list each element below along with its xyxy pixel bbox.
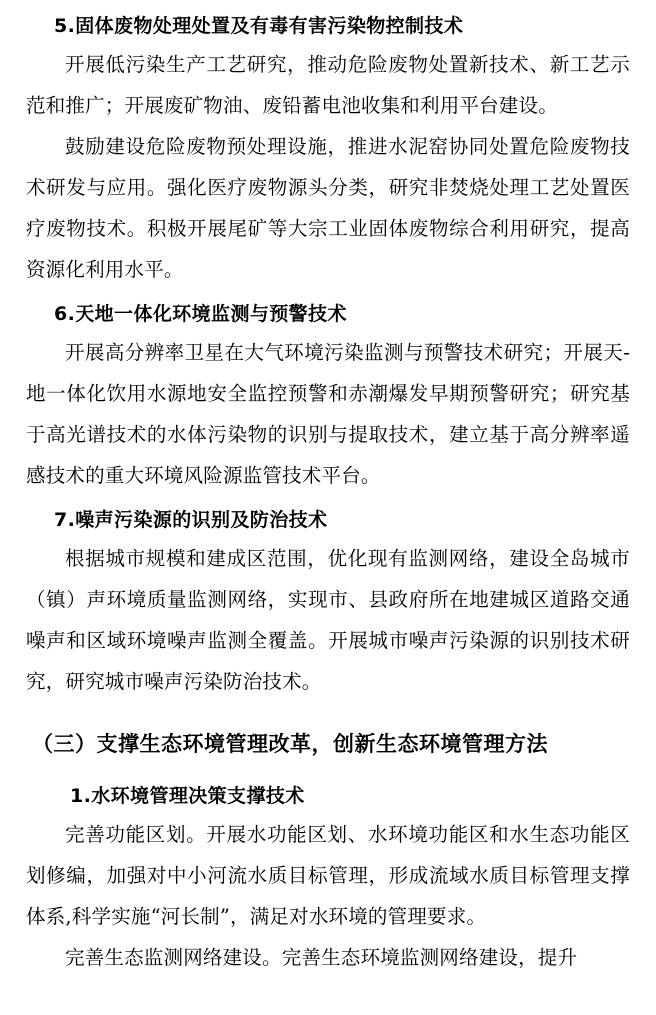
paragraph-eco-monitoring-network: 完善生态监测网络建设。完善生态环境监测网络建设，提升: [65, 946, 578, 969]
spacer: [26, 764, 630, 778]
paragraph-hazardous-waste-pretreatment: 鼓励建设危险废物预处理设施，推进水泥窑协同处置危险废物技术研发与应用。强化医疗废物源头分类，研究非焚烧处理工艺处置医疗废物技术。积极开展尾矿等大宗工业固体废物综合利用研究，提高资源化利用水平。: [26, 135, 630, 281]
heading-7-noise-pollution: 7.噪声污染源的识别及防治技术: [54, 509, 328, 531]
paragraph-low-pollution-production: 开展低污染生产工艺研究，推动危险废物处置新技术、新工艺示范和推广；开展废矿物油、废铅蓄电池收集和利用平台建设。: [26, 53, 630, 117]
spacer: [26, 702, 630, 724]
heading-5-solid-waste: 5.固体废物处理处置及有毒有害污染物控制技术: [54, 15, 464, 37]
heading-section-three: （三）支撑生态环境管理改革，创新生态环境管理方法: [32, 732, 548, 756]
paragraph-satellite-monitoring: 开展高分辨率卫星在大气环境污染监测与预警技术研究；开展天-地一体化饮用水源地安全监控预警和赤潮爆发早期预警研究；研究基于高光谱技术的水体污染物的识别与提取技术，建立基于高分辨率遥感技术的重大环境风险源监管技术平台。: [26, 341, 630, 487]
heading-1-water-management-decision: 1.水环境管理决策支撑技术: [70, 785, 305, 807]
paragraph-noise-monitoring-network: 根据城市规模和建成区范围，优化现有监测网络，建设全岛城市（镇）声环境质量监测网络，实现市、县政府所在地建城区道路交通噪声和区域环境噪声监测全覆盖。开展城市噪声污染源的识别技术研究，研究城市噪声污染防治技术。: [26, 547, 630, 693]
heading-6-integrated-monitoring: 6.天地一体化环境监测与预警技术: [54, 303, 347, 325]
paragraph-function-zoning: 完善功能区划。开展水功能区划、水环境功能区和水生态功能区划修编，加强对中小河流水质目标管理，形成流域水质目标管理支撑体系,科学实施“河长制”，满足对水环境的管理要求。: [26, 823, 630, 928]
